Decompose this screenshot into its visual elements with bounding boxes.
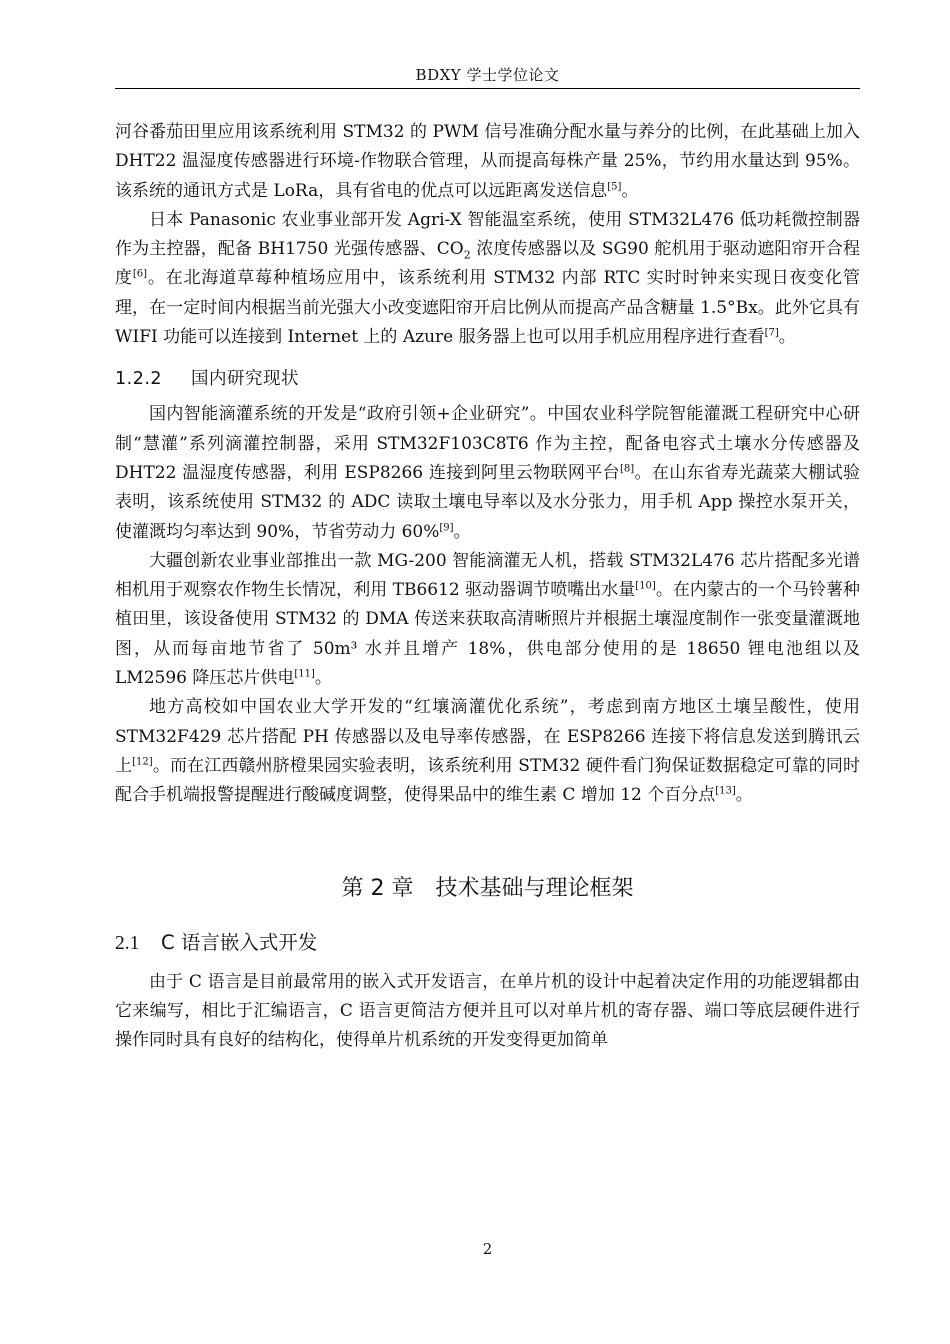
running-header: BDXY 学士学位论文 bbox=[415, 66, 560, 84]
paragraph-4: 大疆创新农业事业部推出一款 MG-200 智能滴灌无人机，搭载 STM32L476 芯片搭配多光谱相机用于观察农作物生长情况，利用 TB6612 驱动器调节喷嘴出水量[10]。在内蒙古的一个马铃薯种植田里，该设备使用 STM32 的 DMA 传送来获取高清晰照片并根据土壤湿度制作一张变量灌溉地图，从而每亩地节省了 50m³ 水并且增产 18%，供电部分使用的是 18650 锂电池组以及 LM2596 降压芯片供电[11]。 bbox=[115, 550, 860, 689]
citation-13: [13] bbox=[715, 785, 736, 797]
co2-subscript: 2 bbox=[463, 248, 471, 262]
chapter-number: 第 2 章 bbox=[341, 875, 414, 901]
citation-8: [8] bbox=[619, 463, 635, 475]
section-number: 2.1 bbox=[115, 932, 140, 954]
paragraph-1-text: 河谷番茄田里应用该系统利用 STM32 的 PWM 信号准确分配水量与养分的比例，在此基础上加入 DHT22 温湿度传感器进行环境-作物联合管理，从而提高每株产量 25%，节约用水量达到 95%。该系统的通讯方式是 LoRa，具有省电的优点可以远距离发送信息 bbox=[115, 122, 860, 201]
section-title: C 语言嵌入式开发 bbox=[161, 930, 318, 954]
page-body bbox=[115, 118, 860, 1055]
page-number: 2 bbox=[482, 1240, 493, 1258]
section-heading bbox=[115, 927, 860, 960]
paragraph-5: 地方高校如中国农业大学开发的“红壤滴灌优化系统”，考虑到南方地区土壤呈酸性，使用 STM32F429 芯片搭配 PH 传感器以及电导率传感器，在 ESP8266 连接下将信息发送到腾讯云上[12]。而在江西赣州脐橙果园实验表明，该系统利用 STM32 硬件看门狗保证数据稳定可靠的同时配合手机端报警提醒进行酸碱度调整，使得果品中的维生素 C 增加 12 个百分点[13]。 bbox=[115, 697, 860, 806]
paragraph-6: 由于 C 语言是目前最常用的嵌入式开发语言，在单片机的设计中起着决定作用的功能逻辑都由它来编写，相比于汇编语言，C 语言更简洁方便并且可以对单片机的寄存器、端口等底层硬件进行操作同时具有良好的结构化，使得单片机系统的开发变得更加简单 bbox=[115, 971, 860, 1051]
citation-10: [10] bbox=[635, 580, 656, 592]
citation-9: [9] bbox=[439, 521, 454, 533]
chapter-title: 技术基础与理论框架 bbox=[435, 875, 634, 901]
citation-6: [6] bbox=[132, 268, 148, 280]
paragraph-2: 日本 Panasonic 农业事业部开发 Agri-X 智能温室系统，使用 STM32L476 低功耗微控制器作为主控器，配备 BH1750 光强传感器、$CO_2$ 浓度传感器以及 SG90 舵机用于驱动遮阳帘开合程度[6]。在北海道草莓种植场应用中，该系统利用 STM32 内部 RTC 实时时钟来实现日夜变化管理，在一定时间内根据当前光强大小改变遮阳帘开启比例从而提高产品含糖量 1.5°Bx。此外它具有 WIFI 功能可以连接到 Internet 上的 Azure 服务器上也可以用手机应用程序进行查看[7]。 bbox=[115, 209, 861, 348]
subsection-title: 国内研究现状 bbox=[191, 369, 299, 390]
citation-12: [12] bbox=[132, 756, 153, 768]
paragraph-3: 国内智能滴灌系统的开发是“政府引领+企业研究”。中国农业科学院智能灌溉工程研究中心研制“慧灌”系列滴灌控制器，采用 STM32F103C8T6 作为主控，配备电容式土壤水分传感器及 DHT22 温湿度传感器，利用 ESP8266 连接到阿里云物联网平台[8]。在山东省寿光蔬菜大棚试验表明，该系统使用 STM32 的 ADC 读取土壤电导率以及水分张力，用手机 App 操控水泵开关，使灌溉均匀率达到 90%，节省劳动力 60%[9]。 bbox=[115, 404, 861, 542]
subsection-heading bbox=[115, 364, 860, 394]
subsection-number: 1.2.2 bbox=[115, 369, 163, 390]
citation-5: [5] bbox=[607, 180, 622, 192]
paragraph-1: 河谷番茄田里应用该系统利用 STM32 的 PWM 信号准确分配水量与养分的比例，在此基础上加入 DHT22 温湿度传感器进行环境-作物联合管理，从而提高每株产量 25%，节约用水量达到 95%。该系统的通讯方式是 LoRa，具有省电的优点可以远距离发送信息[5]。 bbox=[115, 122, 860, 201]
citation-7: [7] bbox=[764, 327, 779, 339]
citation-11: [11] bbox=[294, 668, 315, 680]
header-divider bbox=[115, 88, 860, 89]
chapter-heading bbox=[115, 873, 860, 905]
